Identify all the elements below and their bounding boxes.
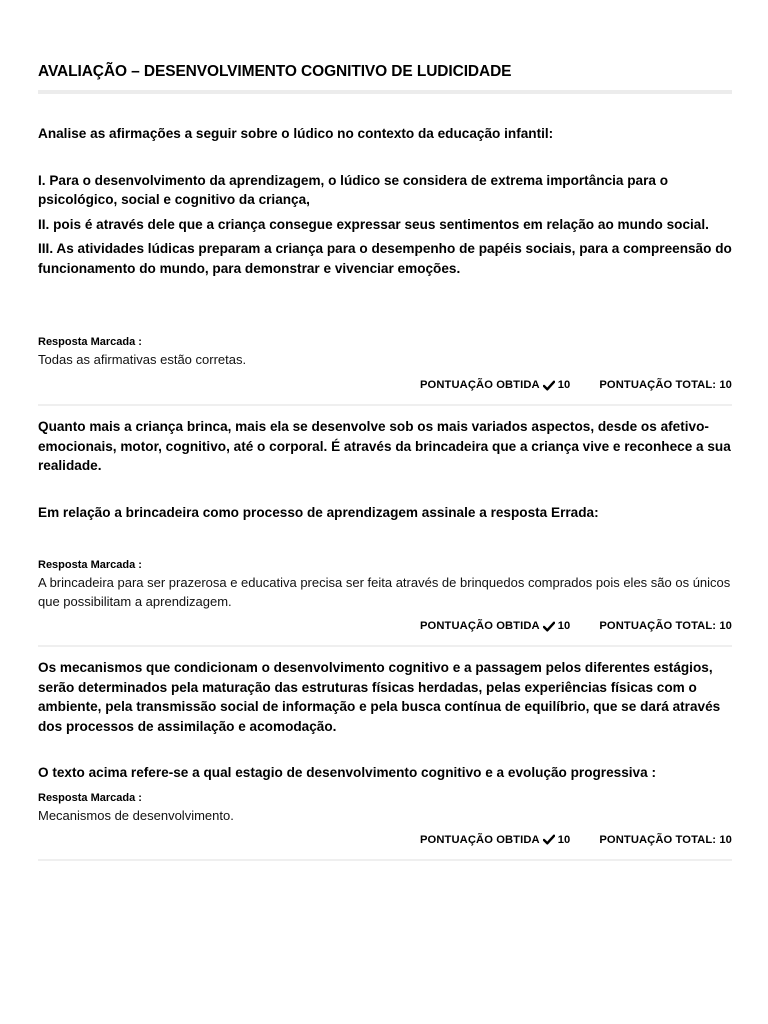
score-total-value: 10 [719, 833, 732, 846]
question-3 [38, 658, 732, 861]
question-1-answer-label: Resposta Marcada : [38, 336, 142, 348]
question-3-answer: Mecanismos de desenvolvimento. [38, 807, 234, 823]
question-2-answer: A brincadeira para ser prazerosa e educativa precisa ser feita através de brinquedos comprados pois eles são os únicos que possibilitam a aprendizagem. [38, 575, 731, 609]
question-divider [38, 645, 732, 647]
question-1-answer: Todas as afirmativas estão corretas. [38, 352, 247, 367]
question-divider [38, 859, 732, 861]
question-divider [38, 404, 732, 406]
page-title: AVALIAÇÃO – DESENVOLVIMENTO COGNITIVO DE LUDICIDADE [38, 63, 512, 80]
question-1 [38, 124, 732, 406]
question-1-score-total [599, 378, 732, 392]
question-1-statement-1: I. Para o desenvolvimento da aprendizagem, o lúdico se considera de extrema importância para o psicológico, social e cognitivo da criança, [38, 172, 669, 207]
question-2-intro: Quanto mais a criança brinca, mais ela se desenvolve sob os mais variados aspectos, desde os afetivo-emocionais, motor, cognitivo, até o corporal. É através da brincadeira que a criança vive e reconhece a sua realidade. [38, 419, 731, 473]
question-2-prompt: Em relação a brincadeira como processo de aprendizagem assinale a resposta Errada: [38, 504, 599, 520]
question-1-statement-3: III. As atividades lúdicas preparam a criança para o desempenho de papéis sociais, para a compreensão do funcionamento do mundo, para demonstrar e vivenciar emoções. [38, 241, 732, 276]
question-2-score-row [38, 619, 732, 633]
question-3-score-obtained [420, 833, 570, 847]
check-icon [543, 834, 555, 845]
score-obtained-label: PONTUAÇÃO OBTIDA [420, 379, 540, 391]
question-2 [38, 417, 732, 647]
score-total-value: 10 [719, 379, 732, 391]
score-total-label: PONTUAÇÃO TOTAL: [599, 620, 717, 632]
score-obtained-value: 10 [557, 833, 571, 846]
question-1-intro: Analise as afirmações a seguir sobre o lúdico no contexto da educação infantil: [38, 126, 554, 141]
check-icon [543, 380, 555, 391]
score-obtained-label: PONTUAÇÃO OBTIDA [420, 833, 540, 846]
score-obtained-value: 10 [557, 379, 571, 391]
question-3-prompt: O texto acima refere-se a qual estagio de desenvolvimento cognitivo e a evolução progressiva : [38, 765, 656, 780]
title-divider [38, 90, 732, 94]
question-1-statement-2: II. pois é através dele que a criança consegue expressar seus sentimentos em relação ao mundo social. [38, 216, 709, 232]
score-obtained-label: PONTUAÇÃO OBTIDA [420, 620, 540, 632]
check-icon [543, 621, 555, 632]
question-3-intro: Os mecanismos que condicionam o desenvolvimento cognitivo e a passagem pelos diferentes estágios, serão determinados pela maturação das estruturas físicas herdadas, pelas experiências físicas com o ambiente, pela transmissão social de informação e pela busca contínua de equilíbrio, que se dará através dos processos de assimilação e acomodação. [38, 660, 721, 734]
question-2-answer-label: Resposta Marcada : [38, 559, 142, 571]
score-total-label: PONTUAÇÃO TOTAL: [599, 833, 717, 846]
question-3-score-row [38, 833, 732, 847]
question-2-score-total [599, 619, 732, 633]
score-obtained-value: 10 [557, 620, 571, 632]
question-2-score-obtained [420, 619, 570, 633]
question-3-answer-label: Resposta Marcada : [38, 791, 142, 804]
question-1-score-row [38, 378, 732, 392]
score-total-label: PONTUAÇÃO TOTAL: [599, 379, 717, 391]
question-1-score-obtained [420, 378, 570, 392]
question-3-score-total [599, 833, 732, 847]
score-total-value: 10 [719, 620, 732, 632]
